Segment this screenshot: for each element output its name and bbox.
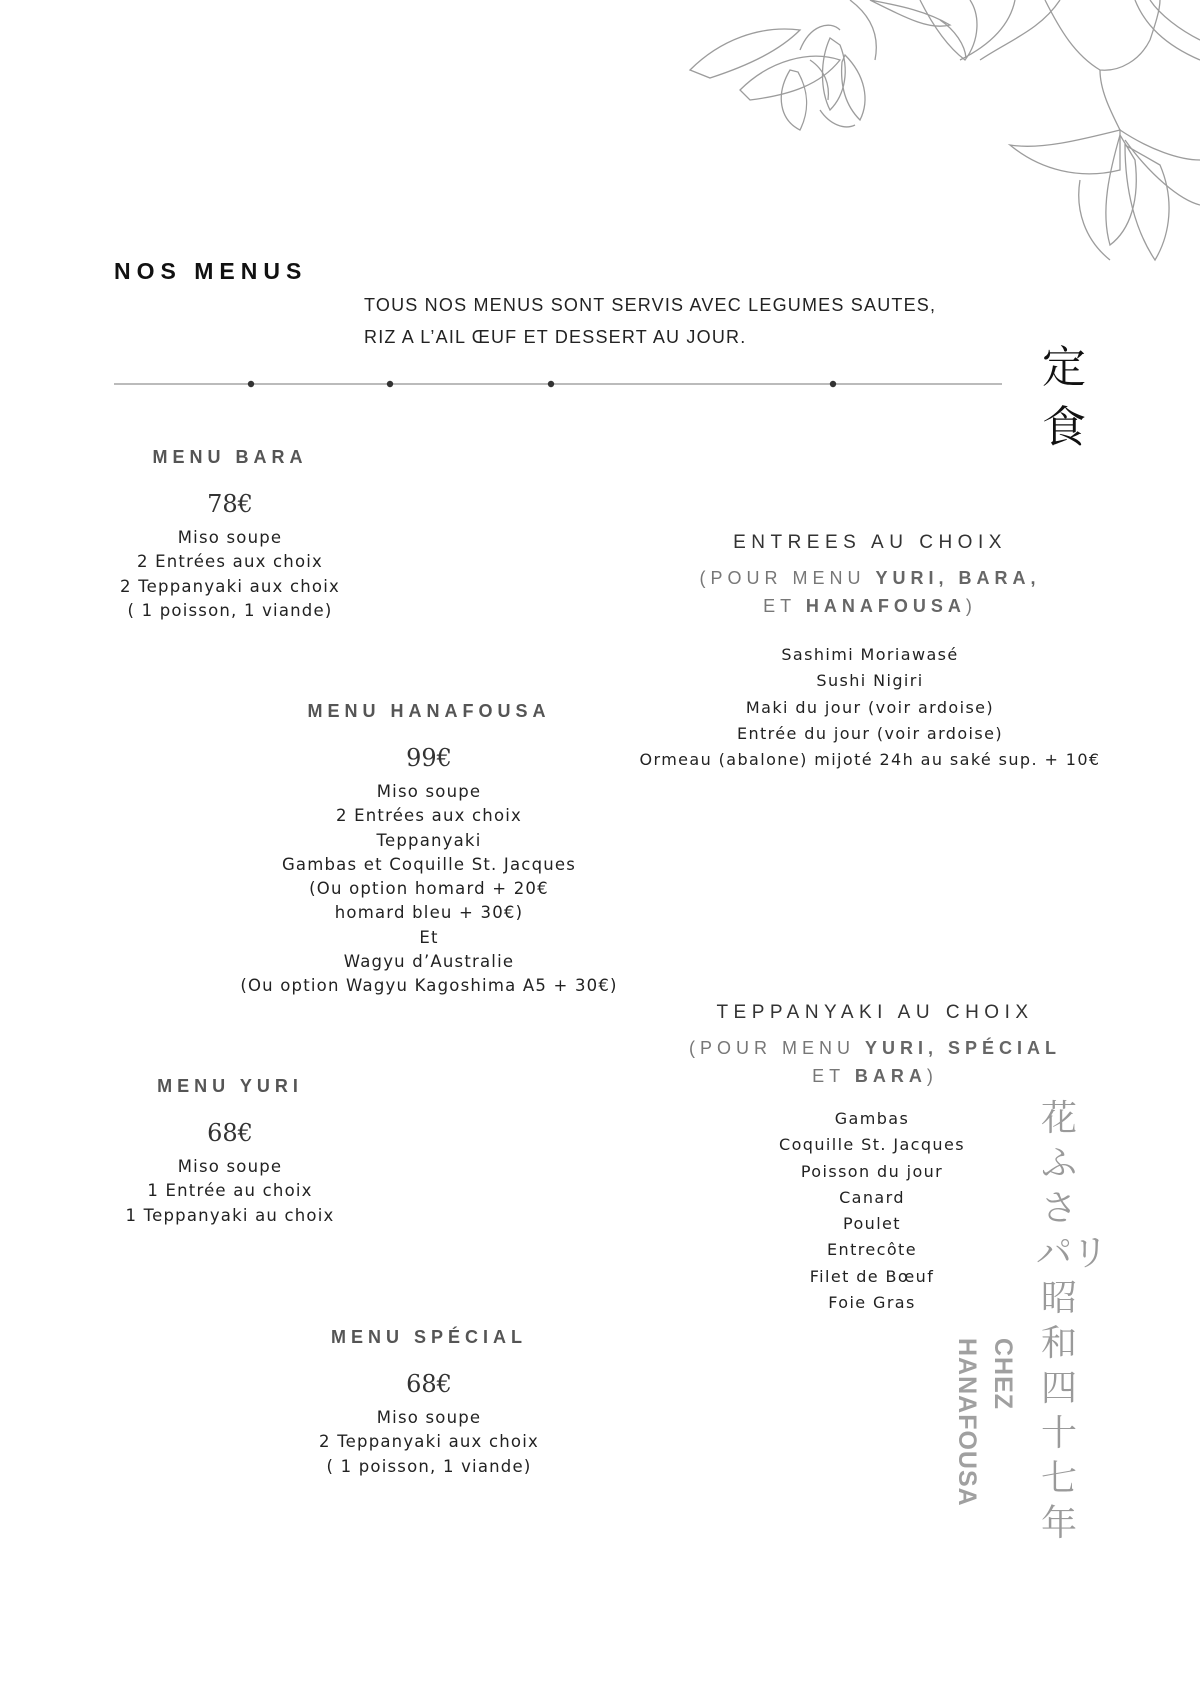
list-item: Filet de Bœuf bbox=[809, 1266, 935, 1286]
list-item: Gambas bbox=[834, 1109, 910, 1128]
kanji-char: 四 bbox=[1040, 1368, 1077, 1409]
menu-title: MENU HANAFOUSA bbox=[307, 701, 551, 721]
subtitle-text: ET bbox=[812, 1066, 855, 1086]
kanji-char: 定 bbox=[1042, 342, 1086, 393]
list-item: Coquille St. Jacques bbox=[779, 1135, 965, 1155]
menu-special bbox=[279, 1327, 579, 1479]
menu-item: Miso soupe bbox=[376, 1408, 482, 1427]
section-title: TEPPANYAKI AU CHOIX bbox=[716, 1002, 1034, 1023]
kanji-char: 昭 bbox=[1040, 1278, 1077, 1319]
menu-item: 2 Teppanyaki aux choix bbox=[319, 1432, 539, 1452]
menu-item: Teppanyaki bbox=[376, 830, 482, 850]
brand-name-vertical: CHEZ HANAFOUSA bbox=[953, 1338, 1017, 1507]
section-title: ENTREES AU CHOIX bbox=[733, 532, 1007, 553]
menu-item: (Ou option homard + 20€ bbox=[309, 879, 549, 899]
menu-title: MENU SPÉCIAL bbox=[330, 1327, 527, 1347]
entrees-section bbox=[620, 532, 1120, 773]
subtitle-text: ) bbox=[926, 1066, 938, 1086]
teppanyaki-items bbox=[722, 1106, 1022, 1316]
menu-price: 99€ bbox=[406, 744, 452, 772]
list-item: Foie Gras bbox=[828, 1293, 916, 1313]
subtitle-text: (POUR MENU bbox=[688, 1038, 865, 1058]
subtitle-text: ET bbox=[763, 596, 806, 616]
menu-item: Gambas et Coquille St. Jacques bbox=[281, 854, 577, 874]
menu-item: homard bleu + 30€) bbox=[334, 903, 524, 923]
teppanyaki-section bbox=[650, 1002, 1100, 1090]
subtitle-bold: HANAFOUSA bbox=[805, 596, 966, 616]
menu-items bbox=[279, 1406, 579, 1479]
subtitle-bold: YURI, SPÉCIAL bbox=[864, 1038, 1062, 1058]
intro-line: RIZ A L’AIL ŒUF ET DESSERT AU JOUR. bbox=[364, 327, 747, 347]
flower-illustration bbox=[680, 0, 1200, 290]
list-item: Poulet bbox=[843, 1214, 901, 1234]
section-subtitle bbox=[620, 564, 1120, 620]
kanji-char: 花 bbox=[1040, 1098, 1077, 1139]
kanji-char: 十 bbox=[1040, 1413, 1077, 1454]
menu-item: ( 1 poisson, 1 viande) bbox=[326, 1456, 532, 1476]
list-item: Maki du jour (voir ardoise) bbox=[745, 697, 995, 717]
list-item: Entrecôte bbox=[827, 1240, 917, 1260]
list-item: Entrée du jour (voir ardoise) bbox=[736, 723, 1004, 743]
intro-text bbox=[364, 289, 984, 353]
kanji-char: パリ bbox=[1036, 1233, 1109, 1274]
page-title: NOS MENUS bbox=[114, 258, 308, 284]
menu-price: 78€ bbox=[207, 490, 253, 518]
list-item: Sushi Nigiri bbox=[816, 671, 924, 691]
kanji-char: 年 bbox=[1040, 1503, 1077, 1544]
menu-item: 1 Entrée au choix bbox=[147, 1181, 313, 1201]
divider-dot bbox=[548, 381, 554, 387]
subtitle-bold: BARA bbox=[854, 1066, 927, 1086]
menu-yuri bbox=[100, 1076, 360, 1228]
intro-line: TOUS NOS MENUS SONT SERVIS AVEC LEGUMES SAUTES, bbox=[364, 295, 937, 315]
menu-item: 2 Teppanyaki aux choix bbox=[120, 576, 340, 596]
menu-items bbox=[100, 1155, 360, 1228]
menu-item: Miso soupe bbox=[177, 528, 283, 547]
menu-title: MENU YURI bbox=[157, 1076, 303, 1096]
kanji-char: 和 bbox=[1040, 1323, 1077, 1364]
section-subtitle bbox=[650, 1034, 1100, 1090]
menu-price: 68€ bbox=[406, 1370, 452, 1398]
menu-item: 2 Entrées aux choix bbox=[335, 806, 522, 826]
subtitle-bold: YURI, BARA, bbox=[875, 568, 1041, 588]
list-item: Ormeau (abalone) mijoté 24h au saké sup. + 10€ bbox=[639, 750, 1101, 770]
menu-items bbox=[229, 780, 629, 999]
kanji-char: 食 bbox=[1042, 402, 1086, 453]
menu-item: Et bbox=[419, 927, 439, 947]
divider-line bbox=[114, 378, 1002, 390]
menu-bara bbox=[100, 447, 360, 623]
menu-item: Miso soupe bbox=[376, 782, 482, 801]
menu-item: Miso soupe bbox=[177, 1157, 283, 1176]
divider-dot bbox=[248, 381, 254, 387]
vertical-kanji bbox=[1036, 1096, 1126, 1546]
menu-item: ( 1 poisson, 1 viande) bbox=[127, 600, 333, 620]
section-items bbox=[620, 642, 1120, 773]
menu-item: 2 Entrées aux choix bbox=[136, 552, 323, 572]
list-item: Canard bbox=[839, 1187, 905, 1207]
list-item: Sashimi Moriawasé bbox=[781, 645, 959, 664]
list-item: Poisson du jour bbox=[800, 1161, 944, 1181]
menu-item: (Ou option Wagyu Kagoshima A5 + 30€) bbox=[240, 976, 618, 996]
kanji-char: ふ bbox=[1040, 1143, 1077, 1184]
menu-price: 68€ bbox=[207, 1119, 253, 1147]
divider-dot bbox=[387, 381, 393, 387]
menu-items bbox=[100, 526, 360, 623]
menu-hanafousa bbox=[229, 701, 629, 999]
divider-dot bbox=[830, 381, 836, 387]
kanji-teishoku bbox=[1038, 338, 1090, 458]
kanji-char: 七 bbox=[1040, 1458, 1077, 1499]
menu-item: 1 Teppanyaki au choix bbox=[125, 1205, 335, 1225]
subtitle-text: ) bbox=[965, 596, 977, 616]
kanji-char: さ bbox=[1040, 1188, 1077, 1229]
menu-title: MENU BARA bbox=[152, 447, 308, 467]
subtitle-text: (POUR MENU bbox=[699, 568, 876, 588]
menu-item: Wagyu d’Australie bbox=[343, 952, 515, 972]
